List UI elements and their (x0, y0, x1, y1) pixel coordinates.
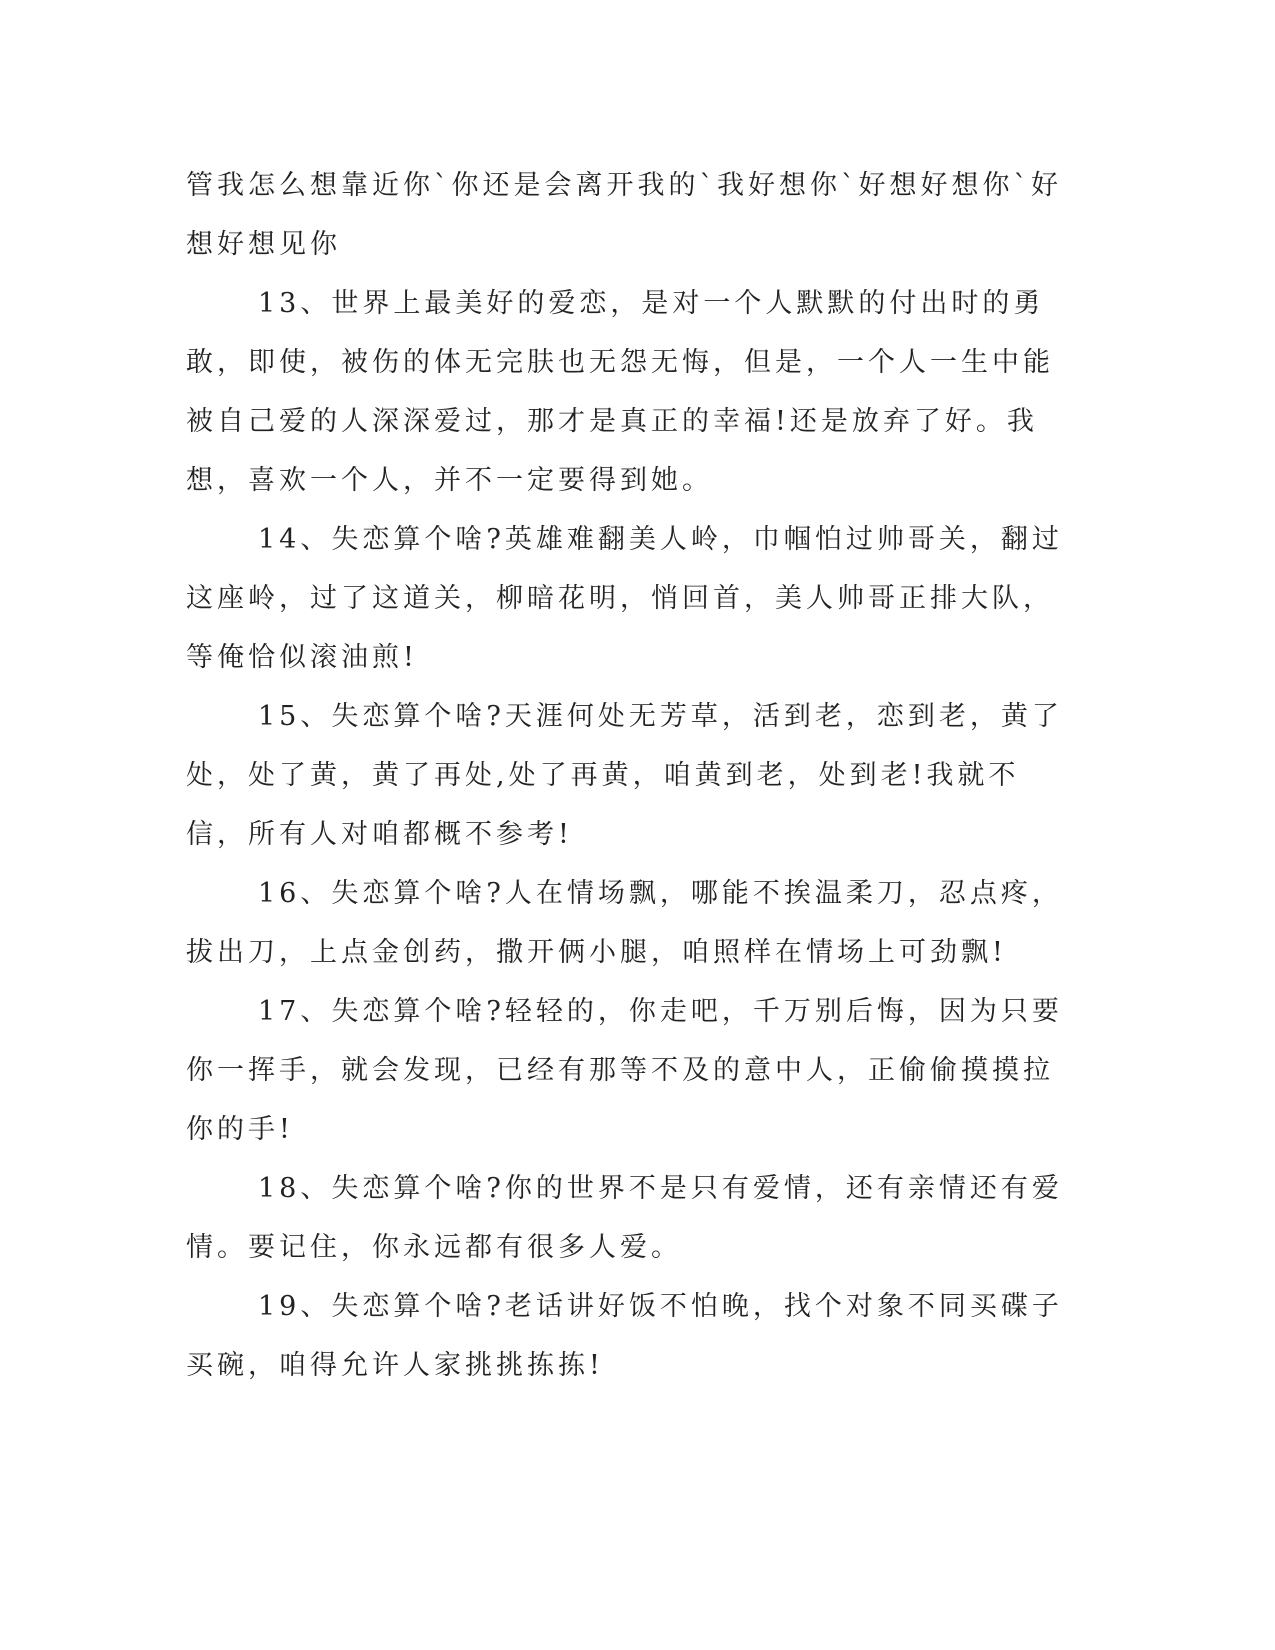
paragraph-item-13: 13、世界上最美好的爱恋，是对一个人默默的付出时的勇敢，即使，被伤的体无完肤也无怨无悔，但是，一个人一生中能被自己爱的人深深爱过，那才是真正的幸福!还是放弃了好。我想，喜欢一个人，并不一定要得到她。 (186, 288, 1054, 496)
paragraph-item-19: 19、失恋算个啥?老话讲好饭不怕晚，找个对象不同买碟子买碗，咱得允许人家挑挑拣拣! (186, 1291, 1063, 1381)
paragraph-item-15: 15、失恋算个啥?天涯何处无芳草，活到老，恋到老，黄了处，处了黄，黄了再处,处了再黄，咱黄到老，处到老!我就不信，所有人对咱都概不参考! (186, 701, 1063, 850)
paragraph-item-16: 16、失恋算个啥?人在情场飘，哪能不挨温柔刀，忍点疼，拔出刀，上点金创药，撒开俩小腿，咱照样在情场上可劲飘! (186, 878, 1063, 968)
paragraph-continuation: 管我怎么想靠近你`你还是会离开我的`我好想你`好想好想你`好想好想见你 (186, 170, 1062, 260)
paragraph-item-17: 17、失恋算个啥?轻轻的，你走吧，千万别后悔，因为只要你一挥手，就会发现，已经有那等不及的意中人，正偷偷摸摸拉你的手! (186, 996, 1063, 1145)
document-body (186, 156, 1066, 1395)
paragraph-item-18: 18、失恋算个啥?你的世界不是只有爱情，还有亲情还有爱情。要记住，你永远都有很多人爱。 (186, 1173, 1063, 1263)
paragraph-item-14: 14、失恋算个啥?英雄难翻美人岭，巾帼怕过帅哥关，翻过这座岭，过了这道关，柳暗花明，悄回首，美人帅哥正排大队，等俺恰似滚油煎! (186, 524, 1063, 673)
